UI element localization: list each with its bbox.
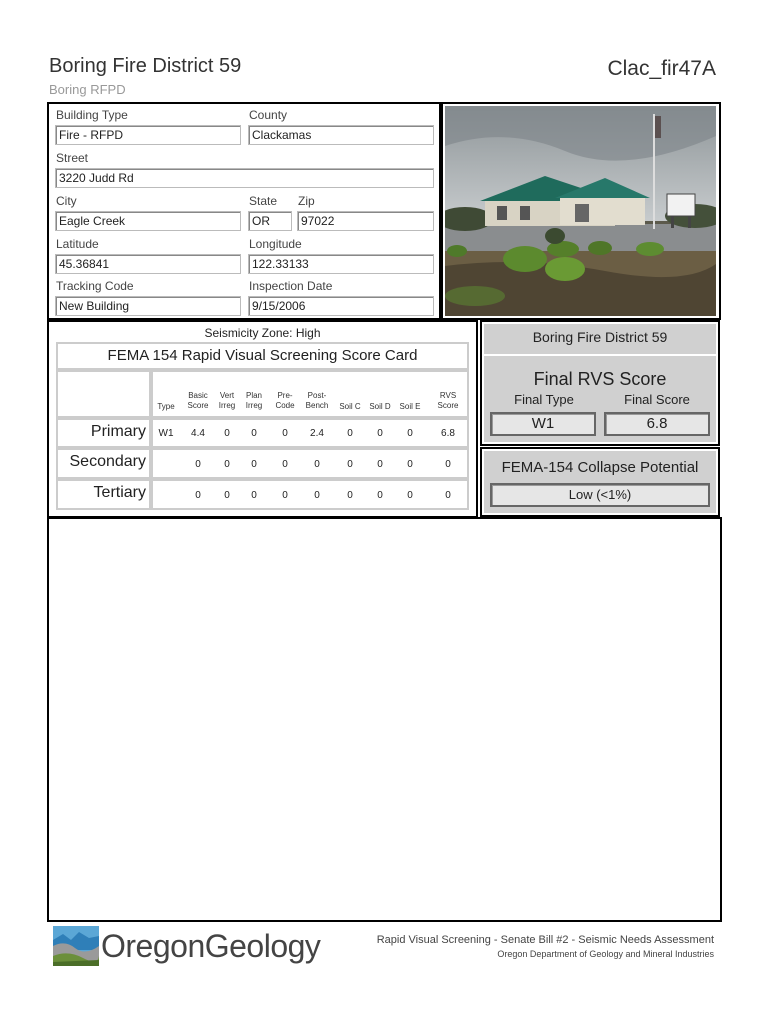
col-pre-code: Pre- Code bbox=[275, 391, 295, 410]
site-code: Clac_fir47A bbox=[607, 57, 716, 80]
header-blank-cell bbox=[56, 370, 151, 418]
building-type-field: Fire - RFPD bbox=[55, 125, 241, 145]
street-field: 3220 Judd Rd bbox=[55, 168, 434, 188]
building-info-panel bbox=[47, 102, 441, 320]
table-cell: 0 bbox=[347, 490, 353, 501]
tracking-code-field: New Building bbox=[55, 296, 241, 316]
oregon-geology-logo-icon bbox=[53, 926, 99, 966]
col-soil-e: Soil E bbox=[399, 402, 421, 411]
col-post-bench: Post- Bench bbox=[305, 391, 329, 410]
row-primary-label: Primary bbox=[90, 423, 146, 440]
col-type: Type bbox=[157, 402, 175, 411]
longitude-field: 122.33133 bbox=[248, 254, 434, 274]
table-cell: 0 bbox=[251, 459, 257, 470]
collapse-heading: FEMA-154 Collapse Potential bbox=[501, 459, 699, 476]
table-cell: 4.4 bbox=[191, 428, 205, 439]
seismicity-zone: Seismicity Zone: High bbox=[204, 326, 321, 340]
table-cell: 0 bbox=[347, 428, 353, 439]
latitude-field: 45.36841 bbox=[55, 254, 241, 274]
footer-line-1: Rapid Visual Screening - Senate Bill #2 - Seismic Needs Assessment bbox=[376, 934, 714, 946]
city-label: City bbox=[56, 194, 77, 208]
table-cell: 0 bbox=[314, 459, 320, 470]
collapse-value: Low (<1%) bbox=[490, 483, 710, 507]
final-rvs-heading: Final RVS Score bbox=[533, 369, 667, 389]
final-type-label: Final Type bbox=[514, 392, 574, 407]
col-vert-irreg: Vert Irreg bbox=[218, 391, 236, 410]
county-label: County bbox=[249, 108, 288, 122]
table-cell: 0 bbox=[282, 459, 288, 470]
tracking-code-label: Tracking Code bbox=[56, 279, 134, 293]
table-cell: 0 bbox=[195, 490, 201, 501]
table-cell: 0 bbox=[224, 459, 230, 470]
table-cell: 0 bbox=[251, 428, 257, 439]
zip-field: 97022 bbox=[297, 211, 434, 231]
collapse-potential-panel bbox=[482, 449, 718, 515]
zip-label: Zip bbox=[298, 194, 315, 208]
divider bbox=[484, 354, 716, 356]
page-title: Boring Fire District 59 bbox=[49, 55, 242, 77]
street-label: Street bbox=[56, 151, 89, 165]
table-cell: 0 bbox=[377, 428, 383, 439]
longitude-label: Longitude bbox=[249, 237, 302, 251]
inspection-date-field: 9/15/2006 bbox=[248, 296, 434, 316]
table-cell: 0 bbox=[224, 428, 230, 439]
building-photo bbox=[445, 106, 716, 316]
table-cell: 0 bbox=[282, 490, 288, 501]
footer-line-2: Oregon Department of Geology and Mineral Industries bbox=[497, 949, 714, 959]
table-cell: 0 bbox=[407, 490, 413, 501]
final-score-value: 6.8 bbox=[604, 412, 710, 436]
page-subtitle: Boring RFPD bbox=[49, 82, 126, 97]
table-cell: W1 bbox=[158, 428, 174, 439]
col-rvs-score: RVS Score bbox=[437, 391, 459, 410]
notes-area bbox=[47, 517, 722, 922]
col-soil-c: Soil C bbox=[339, 402, 361, 411]
state-field: OR bbox=[248, 211, 292, 231]
final-score-label: Final Score bbox=[624, 392, 690, 407]
table-cell: 0 bbox=[445, 490, 451, 501]
table-cell: 0 bbox=[407, 459, 413, 470]
inspection-date-label: Inspection Date bbox=[249, 279, 333, 293]
table-cell: 0 bbox=[445, 459, 451, 470]
col-plan-irreg: Plan Irreg bbox=[245, 391, 263, 410]
table-cell: 0 bbox=[347, 459, 353, 470]
final-type-value: W1 bbox=[490, 412, 596, 436]
table-cell: 0 bbox=[314, 490, 320, 501]
row-tertiary-label: Tertiary bbox=[93, 484, 146, 501]
latitude-label: Latitude bbox=[56, 237, 99, 251]
score-card-panel bbox=[47, 320, 478, 518]
final-building-name: Boring Fire District 59 bbox=[532, 329, 668, 345]
table-cell: 2.4 bbox=[310, 428, 324, 439]
final-rvs-panel bbox=[482, 322, 718, 444]
logo-wordmark: OregonGeology bbox=[101, 928, 321, 964]
table-cell: 0 bbox=[282, 428, 288, 439]
table-cell: 0 bbox=[377, 459, 383, 470]
building-type-label: Building Type bbox=[56, 108, 128, 122]
city-field: Eagle Creek bbox=[55, 211, 241, 231]
col-soil-d: Soil D bbox=[369, 402, 391, 411]
row-secondary-label: Secondary bbox=[69, 453, 146, 470]
county-field: Clackamas bbox=[248, 125, 434, 145]
col-basic-score: Basic Score bbox=[187, 391, 209, 410]
score-card-title: FEMA 154 Rapid Visual Screening Score Card bbox=[56, 342, 469, 370]
table-cell: 6.8 bbox=[441, 428, 455, 439]
table-cell: 0 bbox=[251, 490, 257, 501]
table-cell: 0 bbox=[224, 490, 230, 501]
state-label: State bbox=[249, 194, 278, 208]
table-cell: 0 bbox=[377, 490, 383, 501]
table-cell: 0 bbox=[407, 428, 413, 439]
table-cell: 0 bbox=[195, 459, 201, 470]
